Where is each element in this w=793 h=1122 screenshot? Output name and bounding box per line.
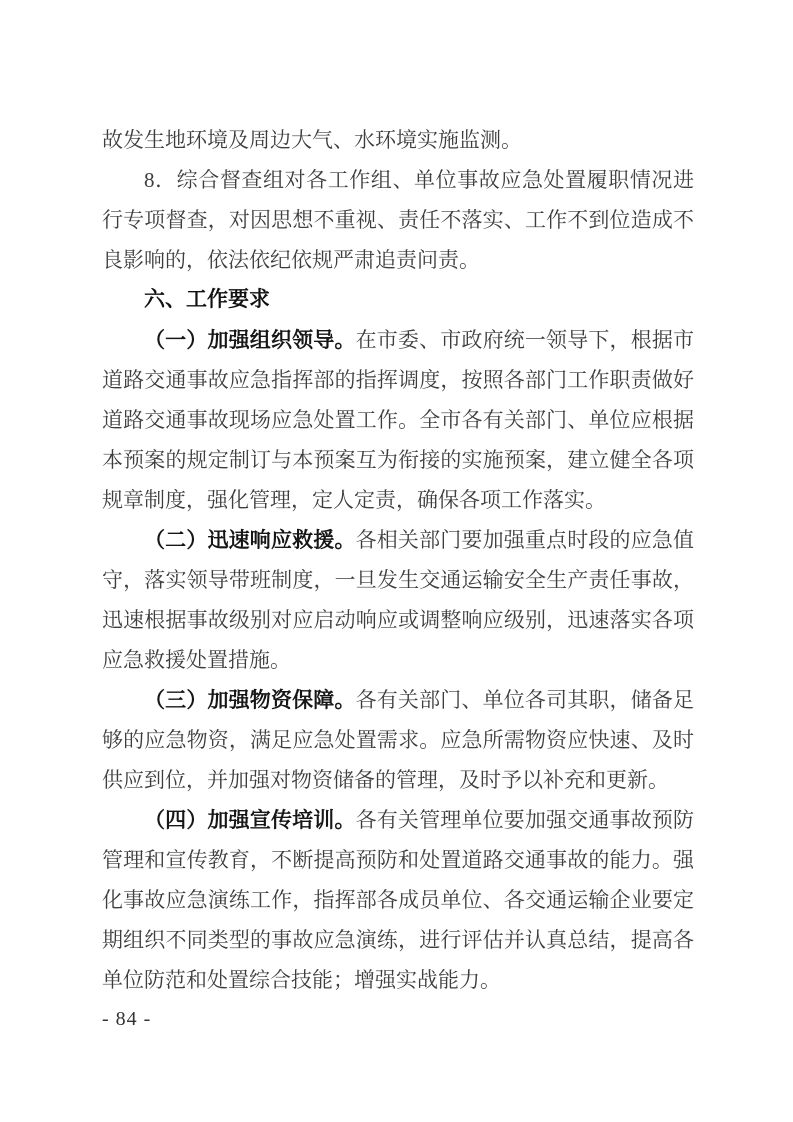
- text-run: 良影响的，依法依纪依规严肃追责问责。: [102, 248, 480, 272]
- text-line: [102, 800, 694, 840]
- text-line: [102, 240, 694, 280]
- emphasis-text-run: 六、工作要求: [144, 288, 270, 311]
- document-body: [102, 120, 694, 1000]
- text-line: [102, 760, 694, 800]
- text-run: 本预案的规定制订与本预案互为衔接的实施预案，建立健全各项: [102, 448, 694, 472]
- text-line: [102, 320, 694, 360]
- text-line: [102, 160, 694, 200]
- text-line: [102, 520, 694, 560]
- text-run: 各相关部门要加强重点时段的应急值: [355, 528, 695, 552]
- text-run: 各有关管理单位要加强交通事故预防: [355, 808, 695, 832]
- text-run: 8．综合督查组对各工作组、单位事故应急处置履职情况进: [144, 168, 694, 192]
- text-run: 道路交通事故现场应急处置工作。全市各有关部门、单位应根据: [102, 408, 694, 432]
- text-run: 管理和宣传教育，不断提高预防和处置道路交通事故的能力。强: [102, 848, 694, 872]
- text-line: [102, 720, 694, 760]
- text-line: [102, 880, 694, 920]
- text-run: 供应到位，并加强对物资储备的管理，及时予以补充和更新。: [102, 768, 669, 792]
- emphasis-text-run: （二）迅速响应救援。: [144, 528, 356, 552]
- text-line: [102, 480, 694, 520]
- text-run: 够的应急物资，满足应急处置需求。应急所需物资应快速、及时: [102, 728, 694, 752]
- text-run: 守，落实领导带班制度，一旦发生交通运输安全生产责任事故，: [102, 568, 694, 592]
- text-line: [102, 200, 694, 240]
- text-line: [102, 440, 694, 480]
- text-line: [102, 680, 694, 720]
- text-run: 应急救援处置措施。: [102, 648, 291, 672]
- text-run: 迅速根据事故级别对应启动响应或调整响应级别，迅速落实各项: [102, 608, 694, 632]
- emphasis-text-run: （四）加强宣传培训。: [144, 808, 356, 832]
- text-line: [102, 920, 694, 960]
- emphasis-text-run: （一）加强组织领导。: [144, 328, 356, 352]
- text-line: [102, 840, 694, 880]
- text-line: [102, 400, 694, 440]
- text-line: [102, 360, 694, 400]
- text-run: 单位防范和处置综合技能；增强实战能力。: [102, 968, 501, 992]
- text-run: 行专项督查，对因思想不重视、责任不落实、工作不到位造成不: [102, 208, 694, 232]
- text-line: [102, 280, 694, 320]
- emphasis-text-run: （三）加强物资保障。: [144, 688, 356, 712]
- text-run: 道路交通事故应急指挥部的指挥调度，按照各部门工作职责做好: [102, 368, 694, 392]
- text-line: [102, 560, 694, 600]
- text-run: 化事故应急演练工作，指挥部各成员单位、各交通运输企业要定: [102, 888, 694, 912]
- page-number: - 84 -: [102, 1008, 152, 1030]
- text-run: 在市委、市政府统一领导下，根据市: [355, 328, 695, 352]
- text-run: 各有关部门、单位各司其职，储备足: [355, 688, 695, 712]
- text-run: 规章制度，强化管理，定人定责，确保各项工作落实。: [102, 488, 606, 512]
- text-line: [102, 960, 694, 1000]
- text-run: 故发生地环境及周边大气、水环境实施监测。: [102, 128, 522, 152]
- text-run: 期组织不同类型的事故应急演练，进行评估并认真总结，提高各: [102, 928, 694, 952]
- text-line: [102, 120, 694, 160]
- text-line: [102, 600, 694, 640]
- text-line: [102, 640, 694, 680]
